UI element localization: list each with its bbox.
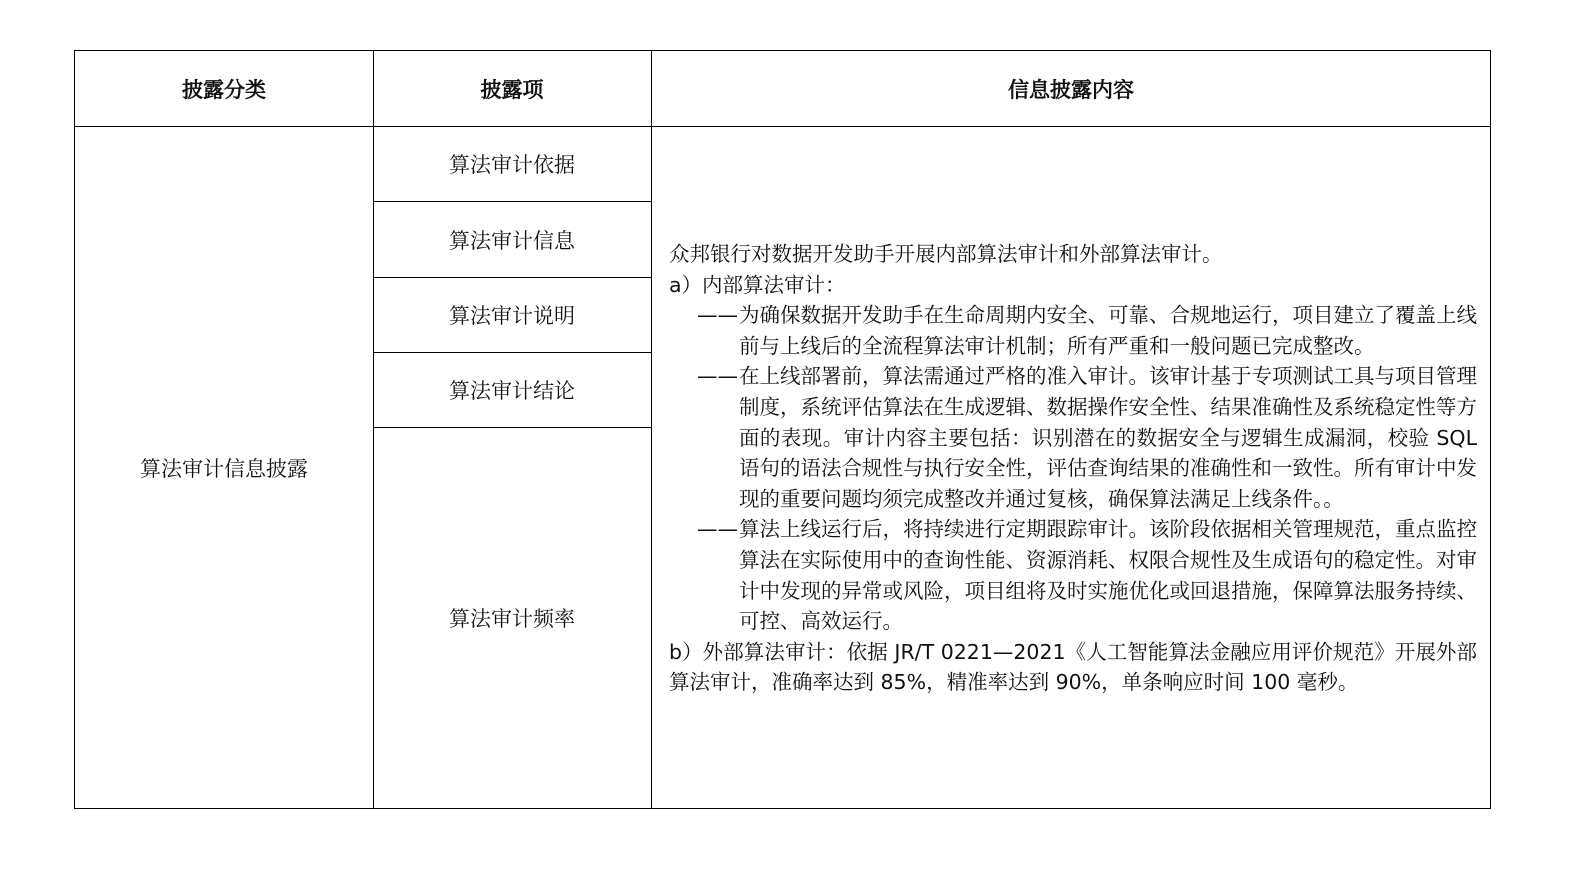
header-item: 披露项	[480, 77, 544, 102]
item-cell: 算法审计频率	[449, 607, 575, 631]
item-cell: 算法审计信息	[449, 228, 575, 253]
external-audit-text: b）外部算法审计：依据 JR/T 0221—2021《人工智能算法金融应用评价规范》开展外部算法审计，准确率达到 85%，精准率达到 90%，单条响应时间 100 毫秒。	[669, 639, 1477, 695]
column-divider	[651, 51, 652, 808]
disclosure-content	[669, 128, 1477, 809]
header-content: 信息披露内容	[1008, 77, 1134, 102]
content-intro: 众邦银行对数据开发助手开展内部算法审计和外部算法审计。	[669, 242, 1223, 267]
item-cell: 算法审计说明	[449, 304, 575, 328]
item-cell: 算法审计结论	[449, 379, 575, 403]
dash-marker: ——	[697, 303, 738, 328]
item-cell: 算法审计依据	[449, 153, 575, 177]
internal-audit-point: —— 算法上线运行后，将持续进行定期跟踪审计。该阶段依据相关管理规范，重点监控算法在实际使用中的查询性能、资源消耗、权限合规性及生成语句的稳定性。对审计中发现的异常或风险，项目组将及时实施优化或回退措施，保障算法服务持续、可控、高效运行。	[669, 514, 1477, 636]
internal-audit-point: —— 在上线部署前，算法需通过严格的准入审计。该审计基于专项测试工具与项目管理制度，系统评估算法在生成逻辑、数据操作安全性、结果准确性及系统稳定性等方面的表现。审计内容主要包括：识别潜在的数据安全与逻辑生成漏洞，校验 SQL 语句的语法合规性与执行安全性，评估查询结果的准确性和一致性。所有审计中发现的重要问题均须完成整改并通过复核，确保算法满足上线条件。。	[669, 361, 1477, 514]
header-category: 披露分类	[182, 77, 266, 102]
disclosure-table	[74, 50, 1491, 809]
dash-marker: ——	[697, 364, 738, 389]
internal-audit-point: —— 为确保数据开发助手在生命周期内安全、可靠、合规地运行，项目建立了覆盖上线前与上线后的全流程算法审计机制；所有严重和一般问题已完成整改。	[669, 300, 1477, 361]
dash-marker: ——	[697, 517, 738, 542]
category-cell: 算法审计信息披露	[140, 456, 308, 481]
internal-audit-heading: a）内部算法审计：	[669, 272, 846, 297]
